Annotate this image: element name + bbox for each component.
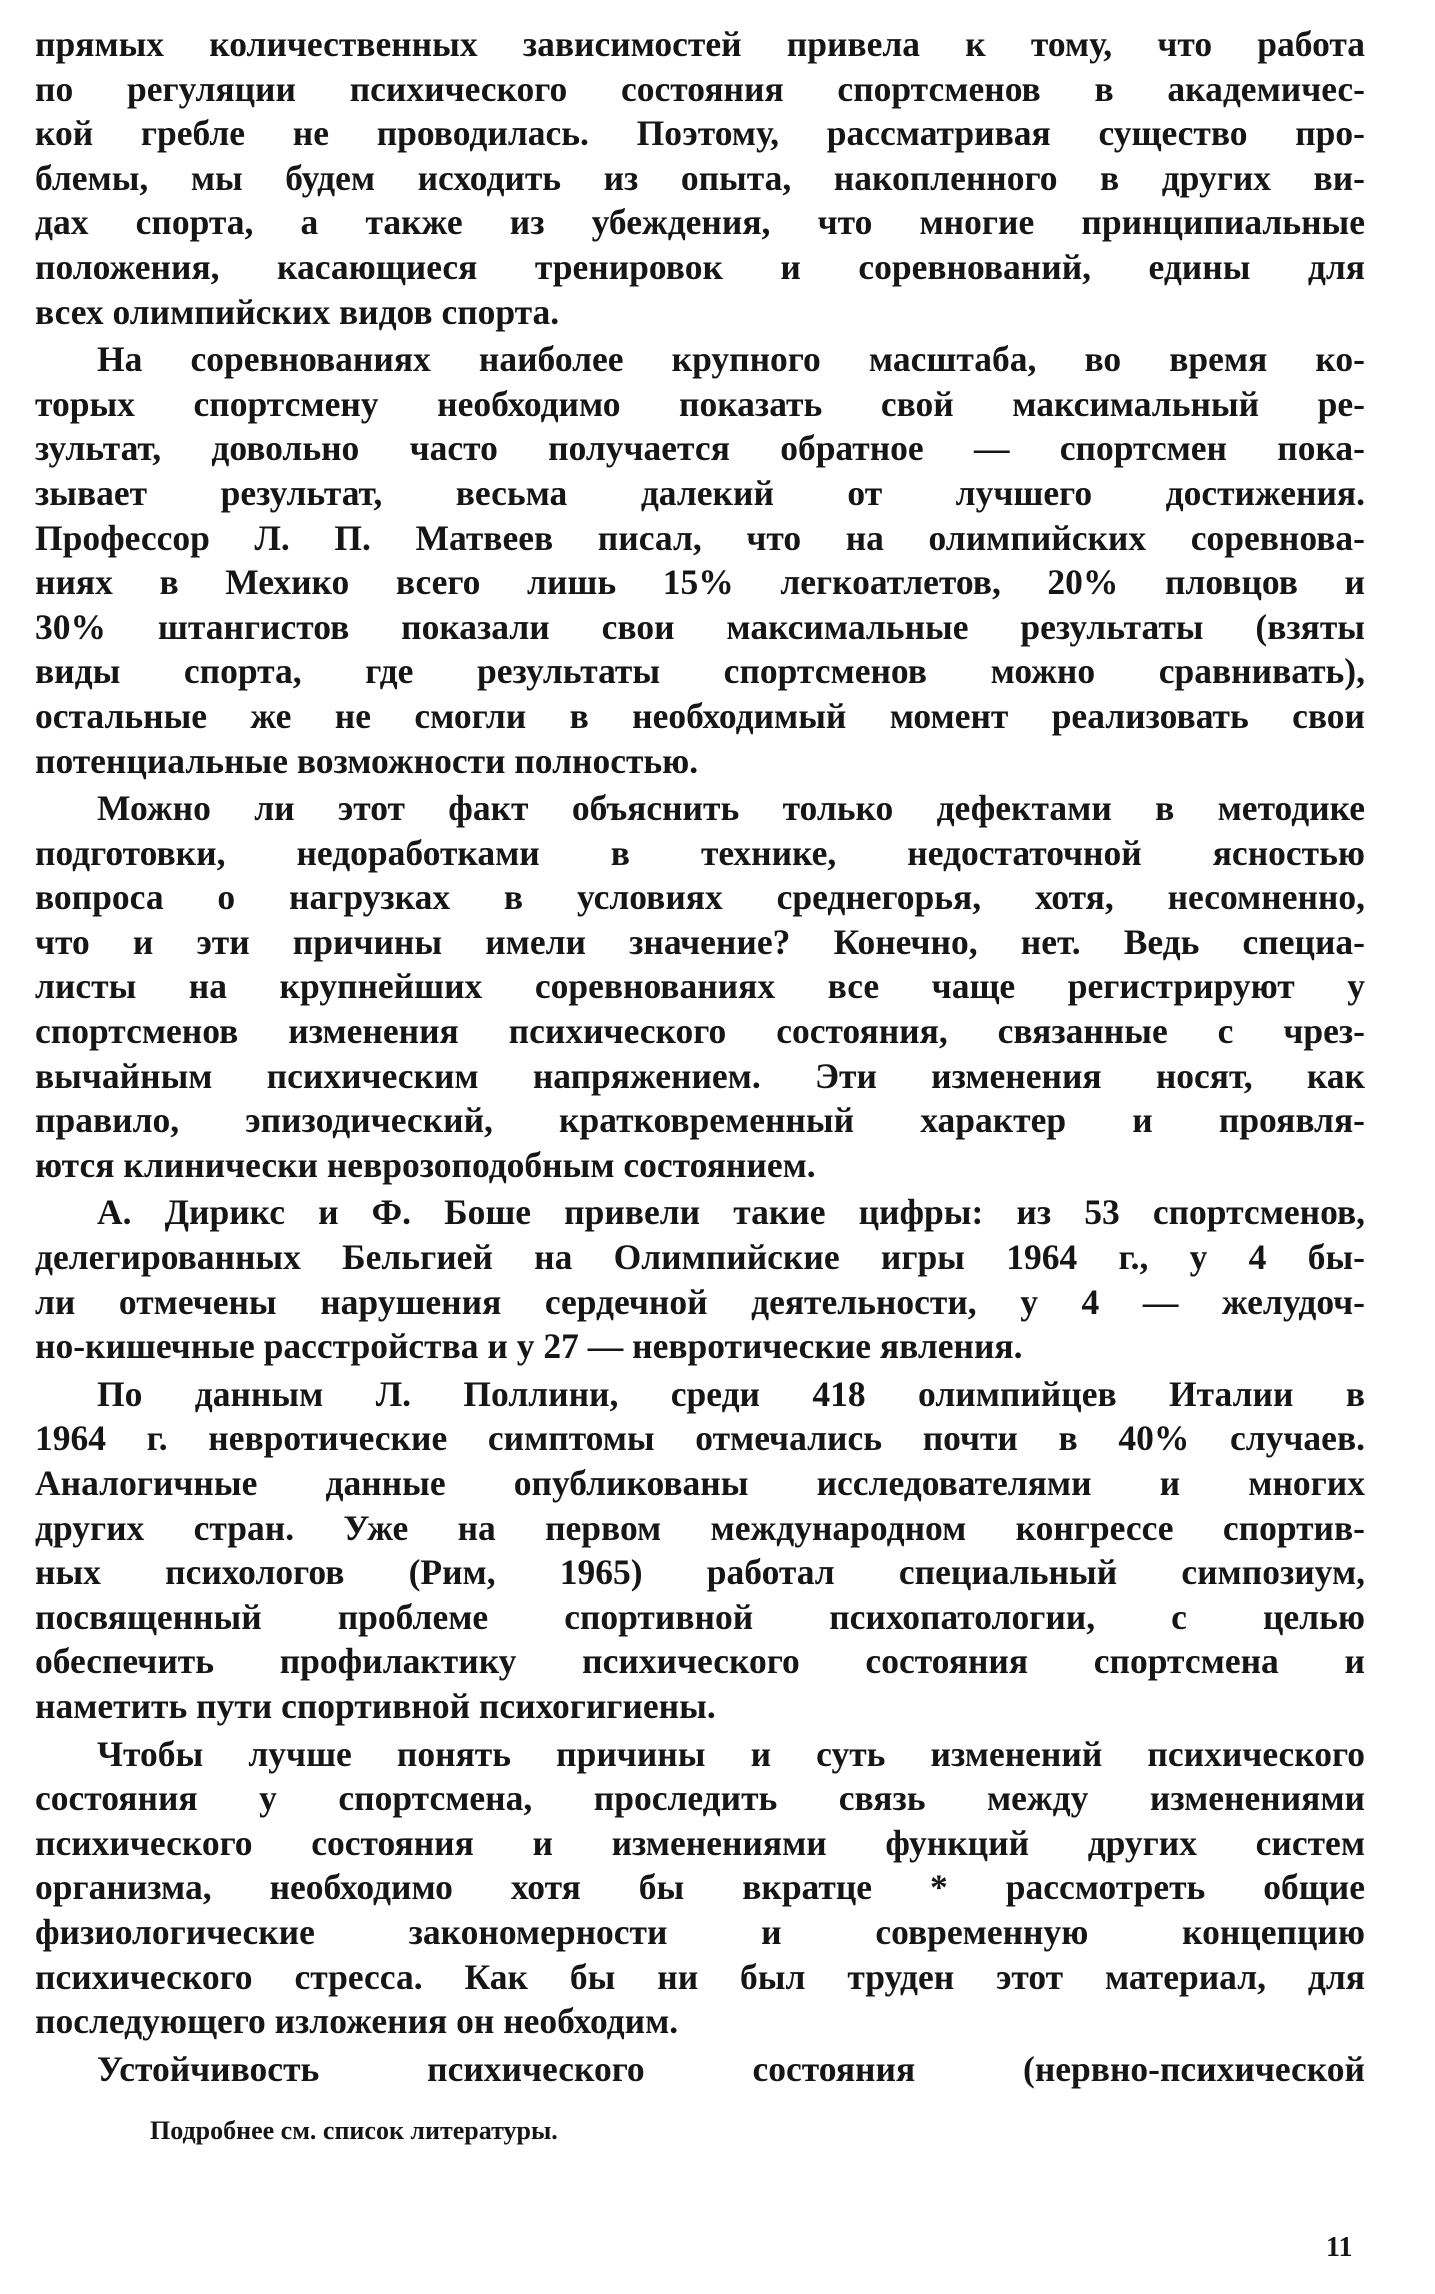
text-line: остальные же не смогли в необходимый момент реализовать свои: [35, 695, 1365, 736]
text-line: ли отмечены нарушения сердечной деятельности, у 4 — желудоч-: [35, 1281, 1365, 1322]
text-line: потенциальные возможности полностью.: [35, 740, 699, 781]
text-line: Чтобы лучше понять причины и суть изменений психического: [97, 1733, 1365, 1774]
text-line: По данным Л. Поллини, среди 418 олимпийцев Италии в: [97, 1373, 1365, 1414]
text-line: Аналогичные данные опубликованы исследователями и многих: [35, 1463, 1365, 1503]
text-line: прямых количественных зависимостей привела к тому, что работа: [35, 24, 1365, 64]
text-line: зультат, довольно часто получается обратное — спортсмен пока-: [35, 428, 1365, 469]
text-line: ниях в Мехико всего лишь 15% легкоатлетов, 20% пловцов и: [35, 562, 1365, 603]
text-line: обеспечить профилактику психического состояния спортсмена и: [35, 1641, 1365, 1682]
text-line: других стран. Уже на первом международном конгрессе спортив-: [35, 1507, 1365, 1548]
text-line: вопроса о нагрузках в условиях среднегорья, хотя, несомненно,: [35, 877, 1365, 918]
text-line: наметить пути спортивной психогигиены.: [35, 1685, 716, 1726]
text-line: Можно ли этот факт объяснить только дефектами в методике: [97, 788, 1365, 829]
text-line: спортсменов изменения психического состояния, связанные с чрез-: [35, 1011, 1365, 1052]
text-line: посвященный проблеме спортивной психопатологии, с целью: [35, 1596, 1365, 1637]
text-line: листы на крупнейших соревнованиях все чаще регистрируют у: [35, 966, 1365, 1007]
text-line: правило, эпизодический, кратковременный характер и проявля-: [35, 1100, 1365, 1141]
text-line: физиологические закономерности и современную концепцию: [35, 1911, 1365, 1952]
text-line: ных психологов (Рим, 1965) работал специальный симпозиум,: [35, 1552, 1365, 1593]
paragraph-4: [35, 1190, 1365, 1368]
text-line: подготовки, недоработками в технике, недостаточной ясностью: [35, 832, 1365, 873]
text-line: но-кишечные расстройства и у 27 — невротические явления.: [35, 1326, 1023, 1367]
page-body: [35, 22, 1365, 2091]
paragraph-7: [35, 2047, 1365, 2092]
paragraph-2: [35, 337, 1365, 783]
text-line: блемы, мы будем исходить из опыта, накопленного в других ви-: [35, 157, 1365, 198]
text-line: 1964 г. невротические симптомы отмечались почти в 40% случаев.: [35, 1418, 1365, 1459]
paragraph-5: [35, 1372, 1365, 1729]
paragraph-1: [35, 22, 1365, 334]
text-line: 30% штангистов показали свои максимальные результаты (взяты: [35, 606, 1365, 647]
text-line: положения, касающиеся тренировок и соревнований, едины для: [35, 246, 1365, 287]
text-line: А. Дирикс и Ф. Боше привели такие цифры: из 53 спортсменов,: [97, 1192, 1365, 1233]
text-line: торых спортсмену необходимо показать свой максимальный ре-: [35, 383, 1365, 424]
footnote: Подробнее см. список литературы.: [150, 2116, 558, 2145]
text-line: организма, необходимо хотя бы вкратце * рассмотреть общие: [35, 1867, 1365, 1908]
text-line: по регуляции психического состояния спортсменов в академичес-: [35, 68, 1365, 109]
text-line: всех олимпийских видов спорта.: [35, 291, 560, 332]
text-line: последующего изложения он необходим.: [35, 2001, 679, 2042]
text-line: виды спорта, где результаты спортсменов можно сравнивать),: [35, 651, 1365, 692]
text-line: кой гребле не проводилась. Поэтому, рассматривая существо про-: [35, 113, 1365, 154]
text-line: ются клинически неврозоподобным состоянием.: [35, 1144, 816, 1185]
text-line: что и эти причины имели значение? Конечно, нет. Ведь специа-: [35, 921, 1365, 962]
text-line: Устойчивость психического состояния (нервно-психической: [97, 2048, 1365, 2089]
text-line: делегированных Бельгией на Олимпийские игры 1964 г., у 4 бы-: [35, 1237, 1365, 1278]
text-line: психического стресса. Как бы ни был труден этот материал, для: [35, 1956, 1365, 1997]
text-line: вычайным психическим напряжением. Эти изменения носят, как: [35, 1055, 1365, 1096]
text-line: Профессор Л. П. Матвеев писал, что на олимпийских соревнова-: [35, 517, 1365, 558]
text-line: состояния у спортсмена, проследить связь между изменениями: [35, 1778, 1365, 1819]
text-line: На соревнованиях наиболее крупного масштаба, во время ко-: [97, 339, 1365, 380]
text-line: дах спорта, а также из убеждения, что многие принципиальные: [35, 202, 1365, 243]
page-number: 11: [1326, 2232, 1353, 2263]
text-line: психического состояния и изменениями функций других систем: [35, 1822, 1365, 1863]
paragraph-6: [35, 1732, 1365, 2044]
paragraph-3: [35, 786, 1365, 1187]
text-line: зывает результат, весьма далекий от лучшего достижения.: [35, 472, 1365, 513]
